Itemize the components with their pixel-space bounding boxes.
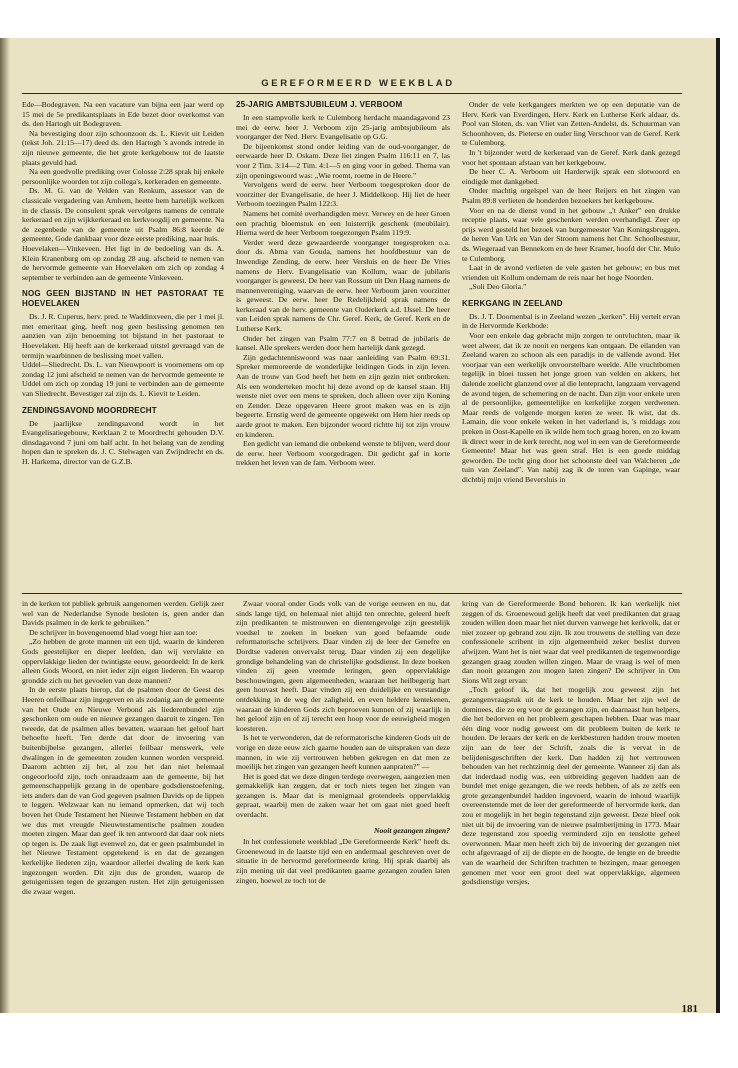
column-1-top	[22, 100, 224, 588]
page-spine-shadow	[0, 38, 10, 1013]
paragraph: In 't bijzonder werd de kerkeraad van de Geref. Kerk dank gezegd voor het spontaan afstaan van het kerkgebouw.	[462, 147, 680, 167]
paragraph: Namens het comité overhandigden mevr. Verwey en de heer Groen een prachtig bloemstuk en een luisterrijk geschenk (meubilair). Hierna werd de heer Verboom toegezongen Psalm 119:9.	[236, 208, 450, 238]
paragraph: In een stampvolle kerk te Culemborg herdacht maandagavond 23 mei de eerw. heer J. Verboom zijn 25-jarig ambtsjubileum als voorganger der Ned. Herv. Evangelisatie op G.G.	[236, 113, 450, 142]
header-rule	[22, 93, 682, 94]
paragraph: Vervolgens werd de eerw. heer Verboom toegesproken door de voorzitter der Evangelisatie, de heer J. Middelkoop. Hij liet de heer Verboom toezingen Psalm 122:3.	[236, 180, 450, 209]
paragraph: „Soli Deo Gloria.”	[469, 282, 527, 292]
paragraph: Hoevelaken—Vinkeveen. Het ligt in de bedoeling van ds. A. Klein Kranenburg om op zondag 28 aug. afscheid te nemen van de hervormde gemeente van Hoevelaken om zich op zondag 4 september te verbinden aan de gemeente Vinkeveen.	[22, 243, 224, 282]
scanned-page	[0, 38, 720, 1013]
section-divider	[22, 593, 682, 594]
paragraph: Voor een enkele dag gebracht mijn zorgen te ontvluchten, maar ik weet alweer, dat ik ze nooit en nergens kan ontgaan. De eilanden van Zeeland waren zo schoon als een paradijs in de vallende avond. Het voorjaar van een werkelijk onvoorstelbare weelde. Alle vruchtbomen tegelijk in bloei tussen het jonge groen van velden en akkers, het dalende zoelicht glanzend over al die lentepracht, langzaam vervagend de avond tegen, de schemering en de nacht. Dan zijn voor enkele uren al de persoonlijke, gemeentelijke en kerkelijke zorgen verdwenen. Maar reeds de volgende morgen keren ze weer. Ik wist, dat ds. Lamain, die voor enkele weken in het vaderland is, 's middags zou preken in Oost-Kapelle en ik wilde hem toch graag horen, en zo kwam ik direct weer in de kerk terecht, nog wel in een van de Gereformeerde Gemeente! Maar het was geen straf. Het is een goede middag geworden. De tocht ging door het schoonste deel van Walcheren „de tuin van Zeeland”. Van nabij zag ik de toren van Gapinge, waar dichtbij mijn vriend Beversluis in	[462, 331, 680, 484]
paragraph: Voor en na de dienst vond in het gebouw „'t Anker” een drukke receptie plaats, waar vele geschenken werden overhandigd. Zeer op prijs werd gesteld het bezoek van burgemeester Van Koningsbruggen, de heren Van Urk en Van der Stroom namens het Chr. Schoolbestuur, ds. Wiegeraad van Bennekom en de heer Kramer, hoofd der Chr. Mulo te Culemborg.	[462, 205, 680, 263]
subheading: Nooit gezangen zingen?	[373, 825, 450, 835]
section-heading: 25-JARIG AMBTSJUBILEUM J. VERBOOM	[236, 100, 403, 109]
paragraph: Ede—Bodegraven. Na een vacature van bijna een jaar werd op 15 mei de 5e predikantsplaats in Ede bezet door overkomst van ds. den Hartogh uit Bodegraven.	[22, 100, 224, 129]
paragraph: Onder machtig orgelspel van de heer Reijers en het zingen van Psalm 89:8 verlieten de honderden bezoekers het kerkgebouw.	[462, 186, 680, 205]
paragraph: Zijn gedachtenniswoord was naar aanleiding van Psalm 69:31. Spreker memoreerde de wonderlijke leidingen Gods in zijn leven. Aan de trouw van God heeft het hem en zijn gezin niet ontbroken. Als een wonderteken mocht hij deze avond op de kansel staan. Hij wenste niet over een mens te spreken, doch alleen over zijn Koning en Zender. Deze opgevaren Heere groot maken was en is zijn begeerte. Ernstig werd de gemeente opgewekt om Hem hier reeds op aarde groot te maken. Een bijzonder woord richtte hij tot zijn vrouw en kinderen.	[236, 352, 450, 439]
paragraph: Verder werd deze gewaardeerde voorganger toegesproken o.a. door ds. Abma van Gouda, namens het hoofdbestuur van de Inwendige Zending, de eerw. heer Versluis en de heer De Vries namens de Herv. Evangelisatie van Kollum, waar de jubilaris voorganger is geweest. De heer van Rossum uit Den Haag namens de mannenvereniging, waarvan de eerw. heer Verboom jaren voorzitter is geweest. De eerw. heer De Redelijkheid sprak namens de kerkeraad van de herv. gemeente van Ouderkerk a.d. IJssel. De heer van Leiden sprak namens de Chr. Geref. Kerk, de Geref. Kerk en de Lutherse Kerk.	[236, 237, 450, 334]
section-heading: ZENDINGSAVOND MOORDRECHT	[22, 405, 157, 415]
running-header: GEREFORMEERD WEEKBLAD	[261, 78, 455, 89]
paragraph: De heer C. A. Verboom uit Harderwijk sprak een slotwoord en eindigde met dankgebed.	[462, 167, 680, 186]
column-2-bottom	[236, 599, 450, 1013]
paragraph: „Zo hebben de grote mannen uit een tijd, waarin de kinderen Gods geestelijker en dieper leefden, dan wij vervlakte en oppervlakkige lieden der twintigste eeuw, geoordeeld: In de kerk alleen Gods Woord, en niet ieder zijn eigen liederen. En waarop grondde zich nu het gevoelen van deze mannen?	[22, 637, 224, 685]
paragraph: Na een goedvolle prediking over Colosse 2:28 sprak hij enkele persoonlijke woorden tot zijn collega's, kerkeraden en gemeente.	[22, 167, 224, 186]
paragraph: Na bevestiging door zijn schoonzoon ds. L. Kievit uit Leiden (tekst Joh. 21:15—17) deed ds. den Hartogh 's avonds intrede in zijn nieuwe gemeente, die het grote kerkgebouw tot de laatste plaats gevuld had.	[22, 128, 224, 167]
paragraph: Uddel—Sliedrecht. Ds. L. van Nieuwpoort is voornemens om op zondag 12 juni afscheid te nemen van de hervormde gemeente te Uddel om zich op zondag 19 juni te verbinden aan de gemeente van Sliedrecht. Bevestiger zal zijn ds. L. Kievit te Leiden.	[22, 360, 224, 399]
column-2-top	[236, 100, 450, 588]
paragraph: Ds. J. T. Doornenbal is in Zeeland wezen „kerken”. Hij vertelt ervan in de Hervormde Kerkbode:	[462, 311, 680, 331]
paragraph: Laat in de avond verlieten de vele gasten het gebouw; en bus met vrienden uit Kollum ondernam de reis naar het hoge Noorden.	[462, 263, 680, 282]
paragraph: Zwaar vooral onder Gods volk van de vorige eeuwen en nu, dat sinds lange tijd, en helemaal niet altijd ten onrechte, geleerd heeft zijn predikanten te mistrouwen en dientengevolge zijn geestelijk voedsel te zoeken in boeken van goed befaamde oude reformatorische schrijvers. Daar vinden zij de leer der Genefre en Dordtse vaderen onvervalst terug. Daar vinden zij een degelijke grondige behandeling van de christelijke godsdienst. In deze boeken vinden zij geen vreemde leringen, geen oppervlakkige beschouwingen, geen algemeenheden, waaraan het heilbegerig hart geen houvast heeft. Daar vinden zij een duidelijke en verstandige ontdekking in de weg der zaligheid, en even heldere kentekenen, waaraan de kinderen Gods zich beproeven kunnen of zij waarlijk in het geloof zijn en of zij terecht een hoop voor de eeuwigheid mogen koesteren.	[236, 599, 450, 733]
paragraph: Onder het zingen van Psalm 77:7 en 8 betrad de jubilaris de kansel. Alle sprekers werden door hem hartelijk dank gezegd.	[236, 333, 450, 353]
page-number: 181	[681, 1003, 698, 1015]
paragraph: Ds. M. G. van de Velden van Renkum, assessor van de classicale vergadering van Arnhem, heette hem hartelijk welkom in de classis. De consulent sprak vervolgens namens de centrale kerkeraad en zijn wijkkerkeraad en kerkvoogdij en gemeente. Na de zegenbede van de gemeente uit Psalm 86:8 keerde de gemeente, Gode dankbaar voor deze eerste prediking, naar huis.	[22, 186, 224, 244]
paragraph: De bijeenkomst stond onder leiding van de oud-voorganger, de eerwaarde heer D. Oskam. Deze liet zingen Psalm 116:11 en 7, las voor 2 Tim. 3:14—2 Tim. 4:1—5 en ging voor in gebed. Thema van zijn openingswoord was: „Wie roemt, roeme in de Heere.”	[236, 141, 450, 180]
paragraph: Het is goed dat we deze dingen terdege overwegen, aangezien men gemakkelijk kan zeggen, dat er toch niets tegen het zingen van gezangen is. Maar dat is menigmaal grotendeels oppervlakkig gepraat, waarbij men de zaken waar het om gaat niet goed heeft overdacht.	[236, 771, 450, 820]
section-heading: NOG GEEN BIJSTAND IN HET PASTORAAT TE HOEVELAKEN	[22, 289, 224, 309]
paragraph: kring van de Gereformeerde Bond behoren. Ik kan werkelijk niet zeggen of ds. Groenewoud gelijk heeft dat veel predikanten dat graag zouden willen doen maar het niet durven vanwege het kerkvolk, dat er niet zozeer op gebrand zou zijn. Ik zou trouwens de stelling van deze confessionele scribent in zijn algemeenheid zeker beslist durven afwijzen. Want het is niet waar dat veel predikanten de tegenwoordige gezangen graag zouden willen zingen. Maar de vraag is wel of men dan nooit gezangen zou mogen laten zingen? De schrijver in Om Sions Wil zegt ervan:	[462, 599, 680, 685]
paragraph: in de kerken tot publiek gebruik aangenomen werden. Gelijk zeer wel van de Nederlandse Synode besloten is, geen ander dan Davids psalmen in de kerk te gebruiken.”	[22, 599, 224, 628]
paragraph: Onder de vele kerkgangers merkten we op een deputatie van de Herv. Kerk van Everdingen, Herv. Kerk en Lutherse Kerk aldaar, ds. Pool van Sloten, ds. van Vliet van Zetten-Andelst, ds. Schuurman van Schoonhoven, ds. Pieterse en ouder ling Verschoor van de Geref. Kerk te Culemborg.	[462, 100, 680, 148]
column-3-bottom	[462, 599, 680, 1013]
column-3-top	[462, 100, 680, 588]
paragraph: „Toch geloof ik, dat het mogelijk zou geweest zijn het gezangenvraagstuk uit de kerk te houden. Maar het zijn wel de dominees, die zo erg voor de gezangen zijn, en daarnaast hun helpers, die het bedorven en het probleem geschapen hebben. Daar was maar één ding voor nodig geweest om dit probleem buiten de kerk te houden. De leraars der kerk en de kerkbesturen hadden trouw moeten zijn aan de leer der Schrift, zoals die is vervat in de belijdenisgeschriften der kerk. Dan hadden zij het vertrouwen behouden van het rechtzinnig deel der gemeente. Wanneer zij dan als dat inderdaad nodig was, een uitbreiding gegeven hadden aan de bundel met enige gezangen, die we reeds hebben, of als ze zelfs een grote gezangenbundel hadden ingevoerd, waarin de inhoud waarlijk overeenstemde met de leer der gereformeerde of hervormde kerk, dan zou er mogelijk in het begin tegenstand zijn geweest. Deze bleef ook niet uit bij de invoering van de nieuwe psalmberijming in 1773. Maar deze tegenstand zou spoedig verminderd zijn en tenslotte geheel overwonnen. Maar men heeft zich bij de invoering der gezangen niet echt afgevraagd of zij de diepte en de hoogte, de lengte en de breedte van de waarheid der Schriften trachtten te bezingen, maar genoegen genomen met voor een groot deel wat oppervlakkige, algemeen godsdienstige versjes,	[462, 685, 680, 887]
paragraph: Ds. J. R. Cuperus, herv. pred. te Waddinxveen, die per 1 mei jl. met emeritaat ging, heeft nog geen beslissing genomen ten aanzien van zijn benoeming tot bijstand in het pastoraat te Hoevelaken. Hij heeft aan de kerkeraad uitstel gevraagd van de termijn waarbinnen de beslissing moet vallen.	[22, 312, 224, 360]
paragraph: Een gedicht van iemand die onbekend wenste te blijven, werd door de eerw. heer Verboom voorgedragen. Dit gedicht gaf in korte trekken het leven van de fam. Verboom weer.	[236, 439, 450, 468]
paragraph: De jaarlijkse zendingsavond wordt in het Evangelisatiegebouw, Kerklaan 2 te Moordrecht gehouden D.V. dinsdagavond 7 juni om half acht. In het belang van de zending hopen dan te spreken ds. J. C. Stelwagen van Zwijndrecht en ds. H. Harkema, director van de G.Z.B.	[22, 418, 224, 466]
paragraph: Is het te verwonderen, dat de reformatorische kinderen Gods uit de vorige en deze eeuw zich gaarne houden aan de uitspraken van deze mannen, in wie zij vertrouwen hebben gekregen en dat men ze moeilijk het zingen van gezangen heeft kunnen aanpraten?” —	[236, 733, 450, 772]
paragraph: In het confessionele weekblad „De Gereformeerde Kerk” heeft ds. Groenewoud in de laatste tijd een en andermaal geschreven over de situatie in de hervormd gereformeerde kring. Hij sprak daarbij als zijn mening uit dat veel predikanten gaarne gezangen zouden laten zingen, hoewel ze toch tot de	[236, 837, 450, 885]
paragraph: De schrijver in bovengenoemd blad voegt hier aan toe:	[29, 627, 198, 637]
paragraph: In de eerste plaats hierop, dat de psalmen door de Geest des Heeren onfeilbaar zijn ingegeven en als zodanig aan de gemeente van het Oude en Nieuwe Verbond als liederenbundel zijn geschonken om oude en nieuwe gezangen daaruit te zingen. Ten tweede, dat de psalmen alles bevatten, waaraan het geloof hart behoefte heeft. Ten derde dat door de invoering van buitenbijbelse gezangen, allerlei feilbaar menswerk, vele dwalingen in de gemeenten zouden kunnen worden verspreid. Daarom achtten zij het, al zou het dan niet helemaal ongeoorloofd zijn, toch onraadzaam aan de gemeente, bij het gemeenschappelijk gezang in de openbare godsdienstoefening, iets anders dan de van God gegeven psalmen Davids op de lippen te leggen. Welzwaar kan nu iemand opmerken, dat wij toch boven het Oude Testament het Nieuwe Testament hebben en dat we dus met vreugde Nieuwtestamentische psalmen zouden moeten zingen. Maar dan geef ik ten antwoord dat daar ook niets op tegen is. De zaak ligt evenwel zo, dat er geen psalmbundel in het Nieuwe Testament opgetekend is en dat de gezangen kerkelijke liederen zijn, waardoor allerlei dwaling de kerk kan ingezongen worden. Dit zijn dus de gronden, waarop de getuigenissen tegen de gezangen rusten. Het zijn getuigenissen die zwaar wegen.	[22, 685, 224, 896]
section-heading: KERKGANG IN ZEELAND	[462, 298, 563, 308]
column-1-bottom	[22, 599, 224, 1013]
